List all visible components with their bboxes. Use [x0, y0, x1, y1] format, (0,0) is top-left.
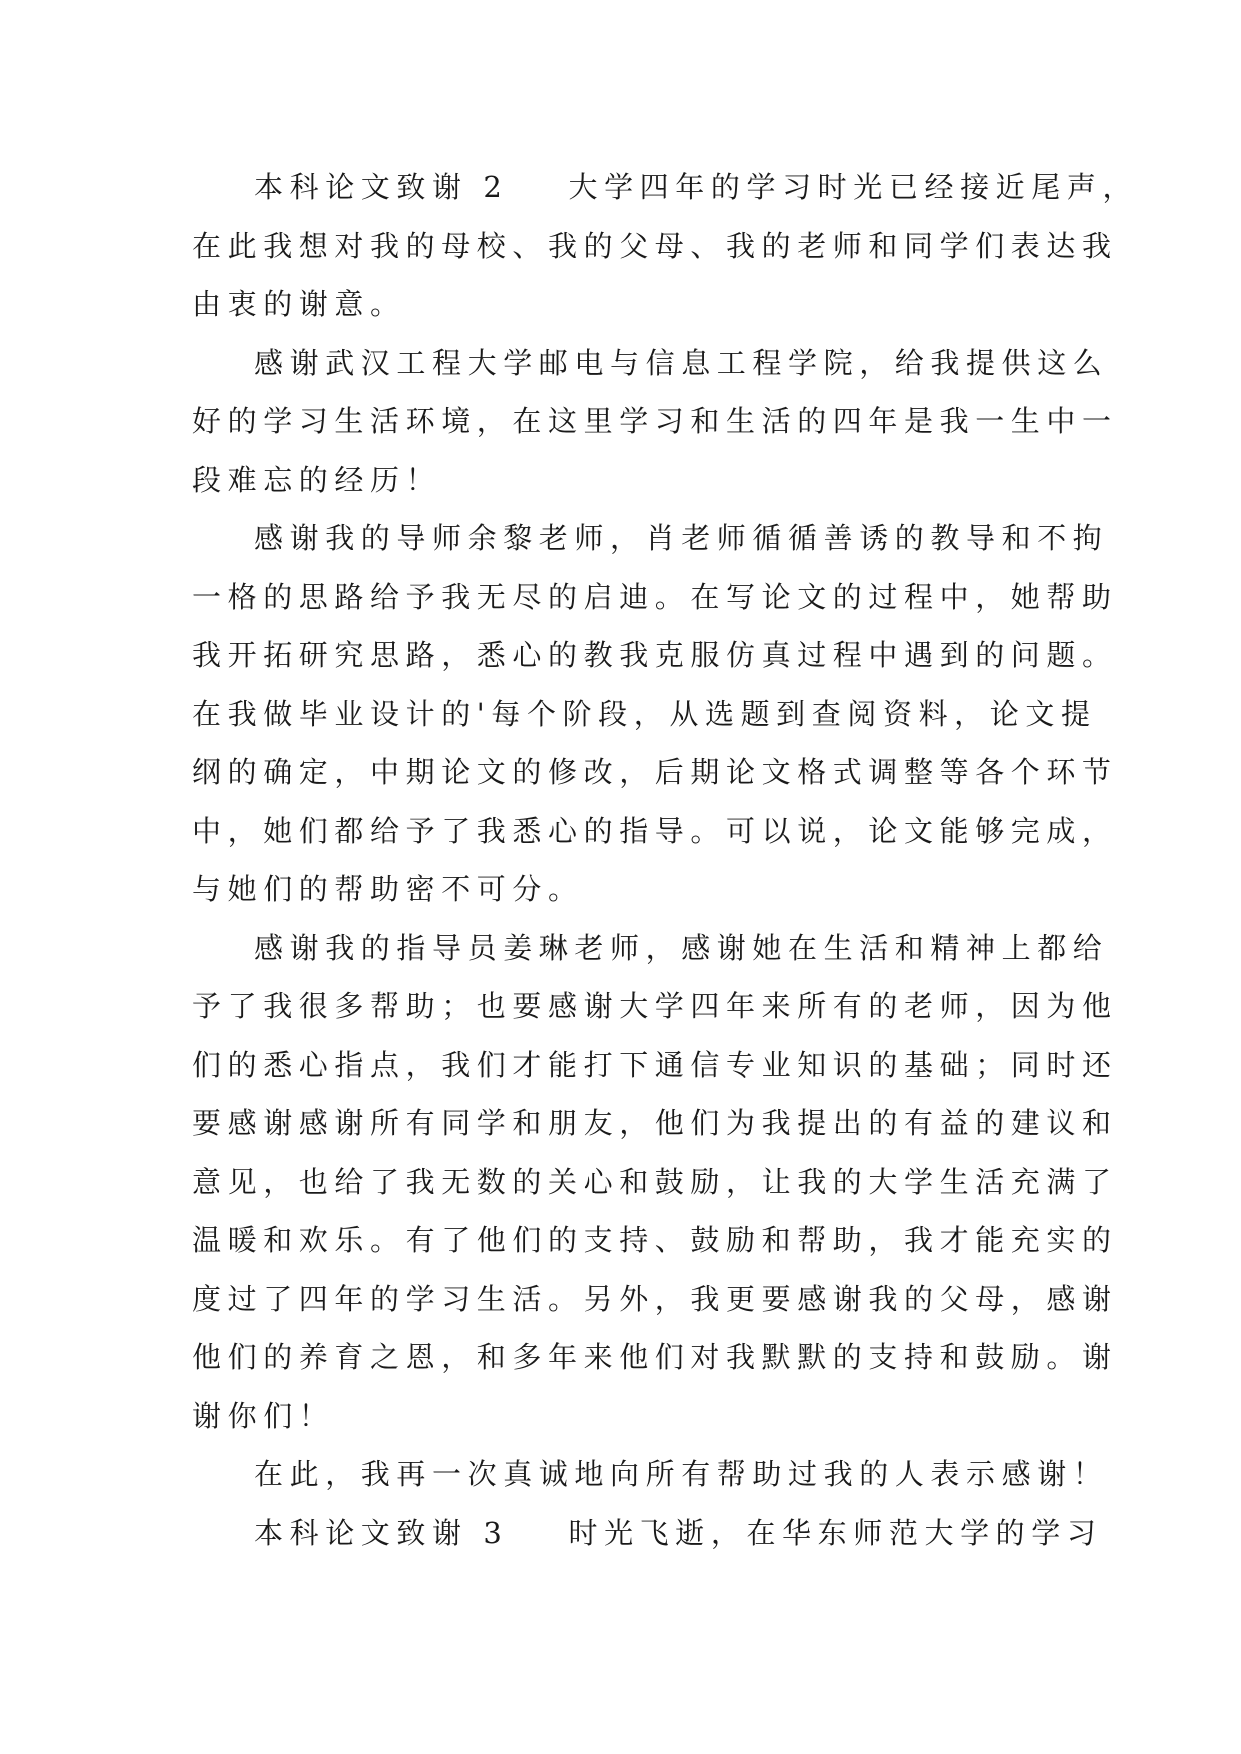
text-line: 在此我想对我的母校、我的父母、我的老师和同学们表达我	[192, 228, 1118, 263]
text-line: 感谢我的指导员姜琳老师，感谢她在生活和精神上都给	[254, 930, 1109, 965]
text-line: 好的学习生活环境，在这里学习和生活的四年是我一生中一	[192, 404, 1118, 438]
text-line: 要感谢感谢所有同学和朋友，他们为我提出的有益的建议和	[192, 1106, 1118, 1140]
text-line: 度过了四年的学习生活。另外，我更要感谢我的父母，感谢	[192, 1281, 1118, 1316]
text-line: 一格的思路给予我无尽的启迪。在写论文的过程中，她帮助	[192, 579, 1118, 614]
text-line: 们的悉心指点，我们才能打下通信专业知识的基础；同时还	[192, 1047, 1118, 1082]
text-line: 我开拓研究思路，悉心的教我克服仿真过程中遇到的问题。	[192, 638, 1118, 672]
section-heading: 本科论文致谢 2	[254, 170, 509, 204]
text-line: 谢你们！	[192, 1398, 335, 1433]
document-body	[192, 158, 1139, 1562]
text-line: 中，她们都给予了我悉心的指导。可以说，论文能够完成，	[192, 813, 1118, 848]
text-line: 纲的确定，中期论文的修改，后期论文格式调整等各个环节	[192, 755, 1118, 789]
text-line: 感谢我的导师余黎老师，肖老师循循善诱的教导和不拘	[254, 521, 1109, 555]
text-line: 在此，我再一次真诚地向所有帮助过我的人表示感谢！	[254, 1457, 1109, 1491]
text-line: 本科论文致谢 2 大学四年的学习时光已经接近尾声，	[254, 170, 1139, 204]
text-line: 段难忘的经历！	[192, 462, 442, 497]
text-line: 他们的养育之恩，和多年来他们对我默默的支持和鼓励。谢	[192, 1340, 1118, 1374]
text-line: 予了我很多帮助；也要感谢大学四年来所有的老师，因为他	[192, 989, 1118, 1023]
text-line: 意见，也给了我无数的关心和鼓励，让我的大学生活充满了	[192, 1164, 1118, 1199]
text-line: 与她们的帮助密不可分。	[192, 872, 584, 906]
text-line: 由衷的谢意。	[192, 287, 406, 321]
text-line: 感谢武汉工程大学邮电与信息工程学院，给我提供这么	[254, 345, 1109, 380]
text-line: 温暖和欢乐。有了他们的支持、鼓励和帮助，我才能充实的	[192, 1223, 1118, 1257]
section-heading: 本科论文致谢 3	[254, 1515, 509, 1550]
text-line: 本科论文致谢 3 时光飞逝，在华东师范大学的学习	[254, 1515, 1103, 1550]
text-line: 在我做毕业设计的'每个阶段，从选题到查阅资料，论文提	[192, 696, 1097, 731]
